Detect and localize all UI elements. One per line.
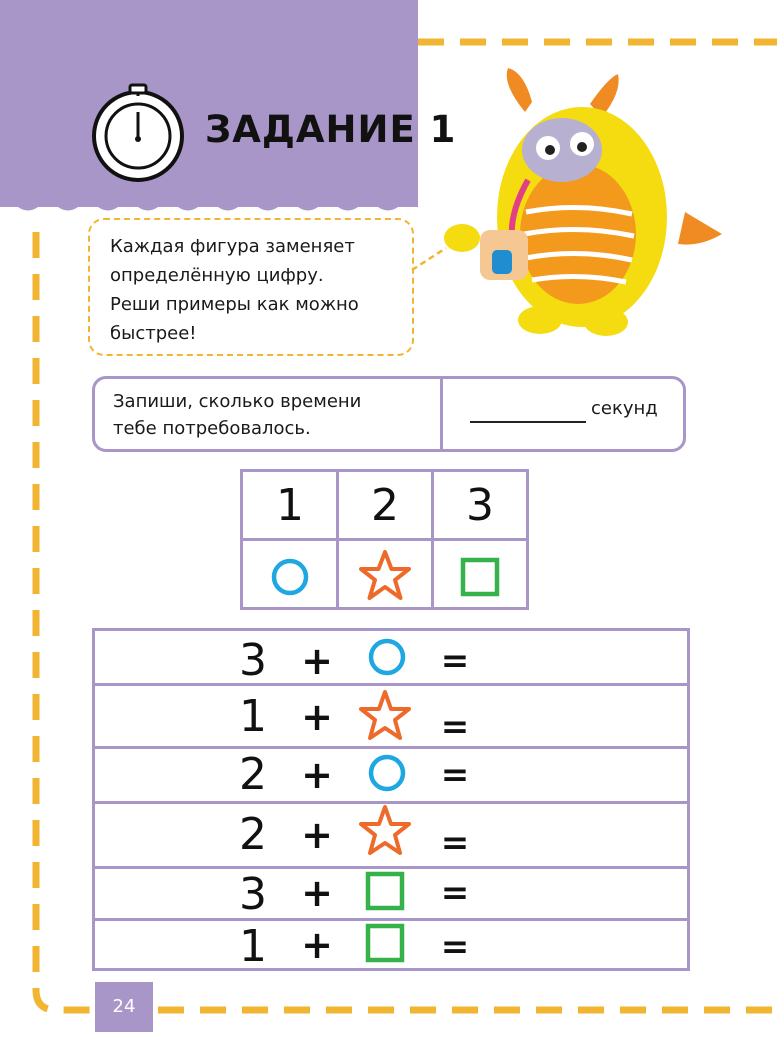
equation-number: 2 (239, 749, 267, 800)
instruction-line: быстрее! (110, 323, 197, 344)
equations-table (92, 628, 690, 971)
header-block (0, 0, 418, 207)
equals-sign: = (440, 755, 470, 795)
time-prompt-line: Запиши, сколько времени (113, 391, 362, 412)
circle-icon (359, 745, 415, 801)
square-icon (357, 915, 413, 971)
plus-sign: + (301, 813, 333, 857)
time-prompt (113, 388, 361, 442)
stopwatch-icon (90, 82, 186, 182)
instruction-line: определённую цифру. (110, 265, 324, 286)
plus-sign: + (301, 923, 333, 967)
time-answer-blank[interactable] (470, 421, 586, 423)
square-icon (357, 863, 413, 919)
legend-divider (243, 538, 526, 541)
instruction-text (110, 232, 410, 348)
instruction-line: Каждая фигура заменяет (110, 236, 355, 257)
equals-sign: = (440, 641, 470, 681)
star-icon (357, 803, 413, 859)
equation-number: 2 (239, 809, 267, 860)
plus-sign: + (301, 753, 333, 797)
circle-icon (244, 542, 336, 604)
equals-sign: = (440, 823, 470, 863)
plus-sign: + (301, 695, 333, 739)
star-icon (339, 542, 431, 604)
time-box-divider (440, 378, 443, 450)
legend-table (240, 469, 529, 610)
instruction-line: Реши примеры как можно (110, 294, 359, 315)
legend-number: 1 (276, 480, 304, 531)
circle-icon (359, 629, 415, 685)
speech-tail (410, 244, 450, 274)
header-wavy-edge (0, 190, 420, 220)
monster-illustration (440, 62, 730, 344)
equation-number: 1 (239, 921, 267, 972)
equals-sign: = (440, 927, 470, 967)
plus-sign: + (301, 871, 333, 915)
equals-sign: = (440, 873, 470, 913)
time-prompt-line: тебе потребовалось. (113, 418, 311, 439)
page-title: ЗАДАНИЕ 1 (205, 108, 457, 151)
equation-number: 3 (239, 635, 267, 686)
equals-sign: = (440, 707, 470, 747)
square-icon (434, 542, 526, 604)
page-number: 24 (95, 982, 153, 1032)
equation-number: 3 (239, 869, 267, 920)
legend-number: 2 (371, 480, 399, 531)
time-unit-label: секунд (591, 398, 658, 419)
star-icon (357, 688, 413, 744)
legend-number: 3 (466, 480, 494, 531)
plus-sign: + (301, 639, 333, 683)
equation-number: 1 (239, 691, 267, 742)
